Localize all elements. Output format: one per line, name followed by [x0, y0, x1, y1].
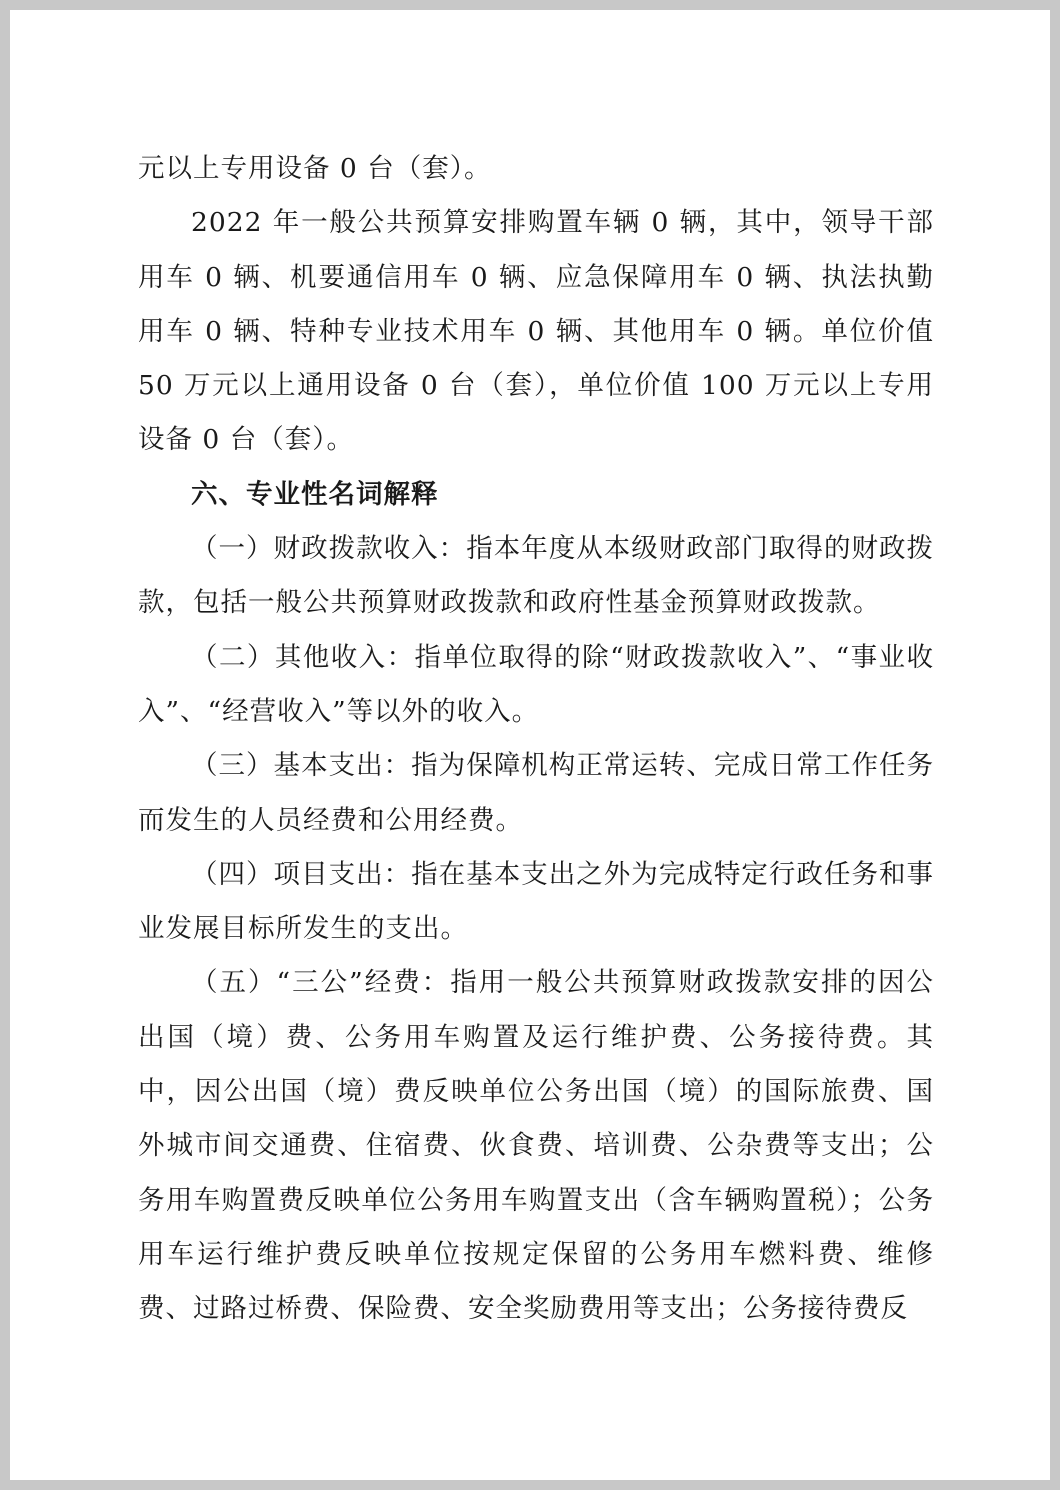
paragraph-term-fiscal-income: （一）财政拨款收入：指本年度从本级财政部门取得的财政拨款，包括一般公共预算财政拨款和政府性基金预算财政拨款。 — [138, 533, 934, 619]
paragraph-term-basic-expenditure: （三）基本支出：指为保障机构正常运转、完成日常工作任务而发生的人员经费和公用经费。 — [138, 750, 934, 836]
document-page — [10, 10, 1050, 1480]
paragraph-term-project-expenditure: （四）项目支出：指在基本支出之外为完成特定行政任务和事业发展目标所发生的支出。 — [138, 858, 934, 945]
paragraph-term-three-public: （五）“三公”经费：指用一般公共预算财政拨款安排的因公出国（境）费、公务用车购置及运行维护费、公务接待费。其中，因公出国（境）费反映单位公务出国（境）的国际旅费、国外城市间交通费、住宿费、伙食费、培训费、公杂费等支出；公务用车购置费反映单位公务用车购置支出（含车辆购置税）；公务用车运行维护费反映单位按规定保留的公务用车燃料费、维修费、过路过桥费、保险费、安全奖励费用等支出；公务接待费反 — [138, 967, 934, 1325]
section-heading-terms: 六、专业性名词解释 — [191, 478, 439, 510]
paragraph-term-other-income: （二）其他收入：指单位取得的除“财政拨款收入”、“事业收入”、“经营收入”等以外的收入。 — [138, 641, 934, 727]
document-body — [138, 142, 934, 1337]
paragraph-vehicle-purchase: 2022 年一般公共预算安排购置车辆 0 辆，其中，领导干部用车 0 辆、机要通信用车 0 辆、应急保障用车 0 辆、执法执勤用车 0 辆、特种专业技术用车 0 辆、其他用车 0 辆。单位价值 50 万元以上通用设备 0 台（套），单位价值 100 万元以上专用设备 0 台（套）。 — [138, 207, 934, 456]
paragraph-continuation: 元以上专用设备 0 台（套）。 — [138, 153, 492, 184]
